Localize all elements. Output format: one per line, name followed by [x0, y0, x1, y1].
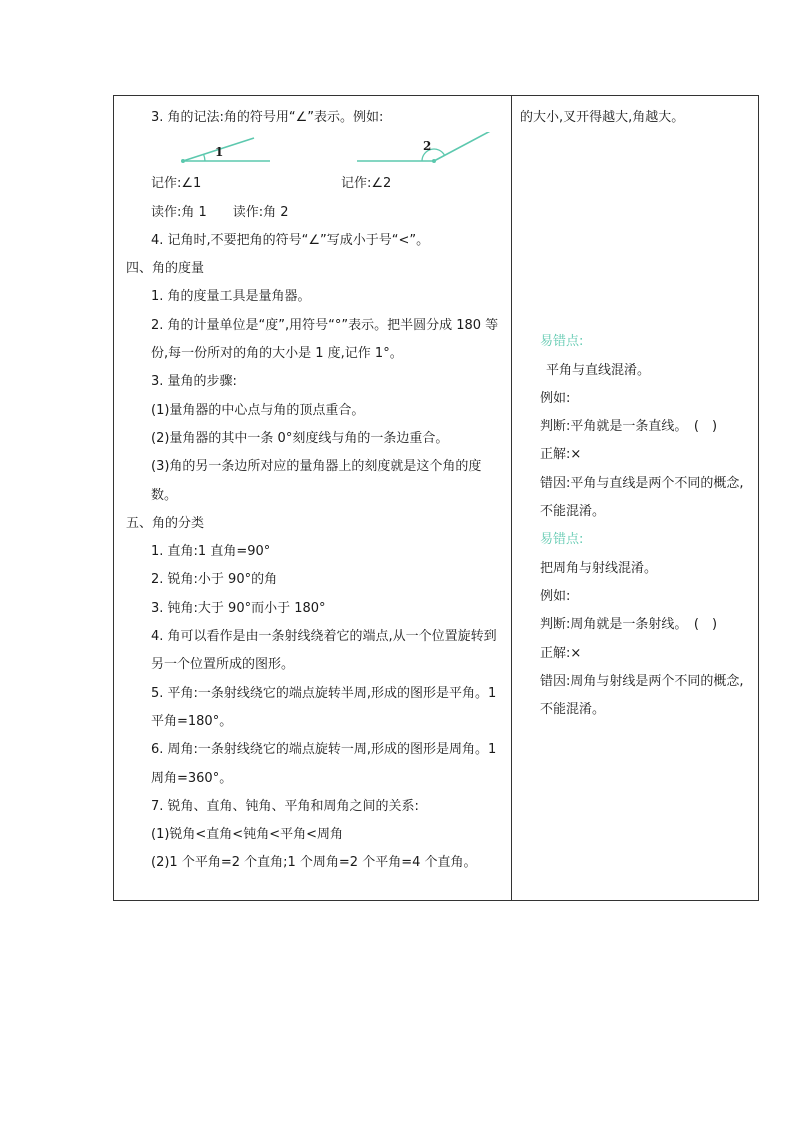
angle-2-label: 2	[423, 139, 432, 154]
read-notation-line: 读作:角 1 读作:角 2	[151, 204, 289, 220]
tip-2-judge: 判断:周角就是一条射线。 ( )	[540, 617, 718, 633]
class-item-5: 5. 平角:一条射线绕它的端点旋转半周,形成的图形是平角。1 平角=180°。	[151, 685, 497, 729]
tip-1-label: 易错点:	[540, 334, 584, 350]
right-top-text: 的大小,叉开得越大,角越大。	[520, 110, 685, 125]
measure-item-1: 1. 角的度量工具是量角器。	[151, 289, 311, 305]
tip-1-judge: 判断:平角就是一条直线。 ( )	[540, 419, 718, 435]
tip-1-reason: 错因:平角与直线是两个不同的概念,不能混淆。	[540, 475, 744, 520]
measure-step-3: (3)角的另一条边所对应的量角器上的刻度就是这个角的度数。	[151, 459, 482, 503]
angle-2-figure	[357, 132, 496, 163]
tip-2-reason: 错因:周角与射线是两个不同的概念,不能混淆。	[540, 673, 744, 718]
class-item-4: 4. 角可以看作是由一条射线绕着它的端点,从一个位置旋转到另一个位置所成的图形。	[151, 629, 497, 673]
left-column	[114, 96, 511, 878]
tip-2-answer: 正解:×	[540, 645, 582, 661]
tip-2-example: 例如:	[540, 588, 571, 604]
measure-step-2: (2)量角器的其中一条 0°刻度线与角的一条边重合。	[151, 430, 449, 446]
section-5-title: 五、角的分类	[126, 515, 205, 531]
angle-1-label: 1	[215, 145, 224, 160]
class-item-6: 6. 周角:一条射线绕它的端点旋转一周,形成的图形是周角。1 周角=360°。	[151, 742, 497, 786]
write-1: 记作:∠1	[151, 176, 202, 192]
section-4-title: 四、角的度量	[126, 261, 205, 277]
relation-1: (1)锐角<直角<钝角<平角<周角	[151, 827, 343, 843]
tip-1-example: 例如:	[540, 390, 571, 406]
tip-1-title: 平角与直线混淆。	[546, 362, 651, 378]
write-2: 记作:∠2	[341, 176, 392, 192]
measure-step-1: (1)量角器的中心点与角的顶点重合。	[151, 402, 365, 418]
angle-diagrams	[126, 132, 503, 170]
right-column	[512, 96, 760, 724]
notation-title: 3. 角的记法:角的符号用“∠”表示。例如:	[151, 110, 384, 125]
angle-diagram-svg	[126, 132, 511, 170]
right-spacer	[520, 132, 754, 328]
measure-item-2-text: 2. 角的计量单位是“度”,用符号“°”表示。把半圆分成 180 等份,每一份所对的角的大小是 1 度,记作 1°。	[151, 317, 499, 362]
write-notation-line	[126, 170, 503, 198]
class-item-1: 1. 直角:1 直角=90°	[151, 544, 271, 560]
measure-item-3: 3. 量角的步骤:	[151, 374, 237, 390]
class-item-3: 3. 钝角:大于 90°而小于 180°	[151, 600, 326, 616]
class-item-7: 7. 锐角、直角、钝角、平角和周角之间的关系:	[151, 798, 419, 814]
angle-1-figure	[181, 138, 270, 163]
content-table	[113, 95, 759, 901]
tip-1-answer: 正解:×	[540, 447, 582, 463]
tip-2-title: 把周角与射线混淆。	[540, 560, 658, 576]
class-item-2: 2. 锐角:小于 90°的角	[151, 572, 278, 588]
notation-note-4: 4. 记角时,不要把角的符号“∠”写成小于号“<”。	[151, 232, 430, 248]
relation-2: (2)1 个平角=2 个直角;1 个周角=2 个平角=4 个直角。	[151, 855, 477, 871]
tip-2-label: 易错点:	[540, 532, 584, 548]
measure-item-2	[126, 312, 503, 369]
